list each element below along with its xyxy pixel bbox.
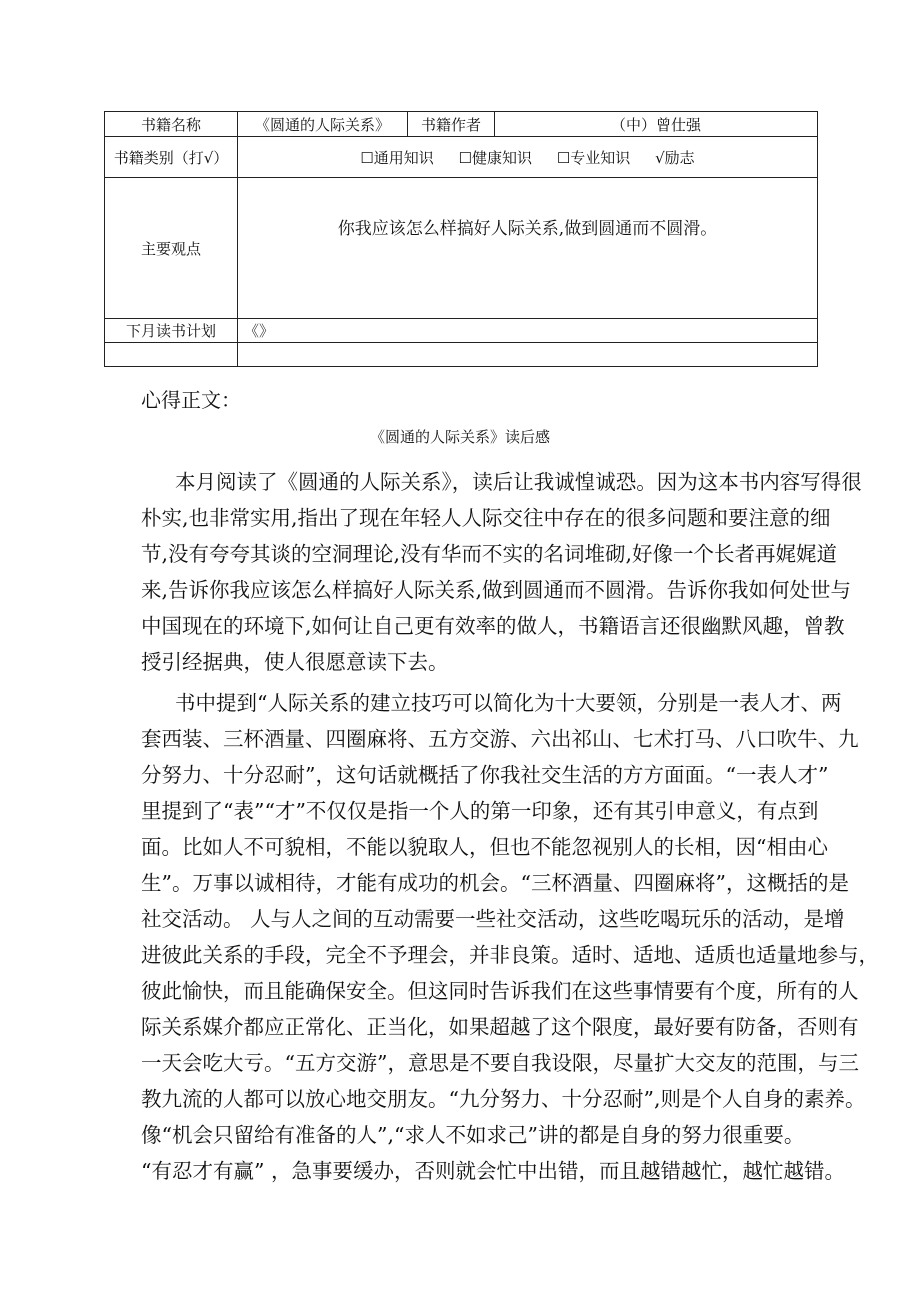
category-option-checked: √励志: [655, 148, 695, 167]
table-row: [105, 112, 818, 137]
book-name-label: 书籍名称: [105, 112, 238, 137]
empty-cell: [238, 343, 818, 367]
book-name-value: 《圆通的人际关系》: [238, 112, 408, 137]
text-line: 分努力、十分忍耐”，这句话就概括了你我社交生活的方方面面。“一表人才”: [141, 763, 829, 787]
text-line: 像“机会只留给有准备的人”,“求人不如求己”讲的都是自身的努力很重要。: [141, 1123, 805, 1147]
table-row: [105, 137, 818, 178]
author-label: 书籍作者: [408, 112, 495, 137]
text-line: 进彼此关系的手段，完全不予理会，并非良策。适时、适地、适质也适量地参与，: [141, 943, 879, 967]
category-label: 书籍类别（打√）: [105, 137, 238, 178]
main-view-cell: [238, 178, 818, 319]
essay-paragraph-2: [141, 685, 879, 1189]
text-line: 面。比如人不可貌相，不能以貌取人，但也不能忽视别人的长相，因“相由心: [141, 835, 828, 859]
next-plan-label: 下月读书计划: [105, 319, 238, 343]
category-option: ☐健康知识: [458, 148, 533, 167]
text-line: 教九流的人都可以放心地交朋友。“九分努力、十分忍耐”,则是个人自身的素养。: [141, 1087, 866, 1111]
empty-cell: [105, 343, 238, 367]
reading-info-table: [104, 111, 818, 367]
essay-paragraph-1: [141, 464, 862, 680]
text-line: 里提到了“表”“才”不仅仅是指一个人的第一印象，还有其引申意义，有点到: [141, 799, 819, 823]
category-options: [238, 137, 818, 178]
essay-heading: 心得正文：: [141, 388, 241, 412]
table-row: [105, 319, 818, 343]
text-line: 本月阅读了《圆通的人际关系》，读后让我诚惶诚恐。因为这本书内容写得很: [175, 470, 862, 494]
text-line: 朴实,也非常实用,指出了现在年轻人人际交往中存在的很多问题和要注意的细: [141, 506, 831, 530]
text-line: 际关系媒介都应正常化、正当化，如果超越了这个限度，最好要有防备，否则有: [141, 1015, 859, 1039]
table-row: [105, 178, 818, 319]
category-option: ☐通用知识: [360, 148, 434, 167]
author-value: （中）曾仕强: [495, 112, 818, 137]
text-line: 书中提到“人际关系的建立技巧可以简化为十大要领，分别是一表人才、两: [175, 691, 842, 715]
text-line: 来,告诉你我应该怎么样搞好人际关系,做到圆通而不圆滑。告诉你我如何处世与: [141, 578, 852, 602]
main-view-value: 你我应该怎么样搞好人际关系,做到圆通而不圆滑。: [337, 218, 718, 239]
text-line: 节,没有夸夸其谈的空洞理论,没有华而不实的名词堆砌,好像一个长者再娓娓道: [141, 542, 838, 566]
category-option: ☐专业知识: [556, 148, 631, 167]
text-line: “有忍才有赢” ，急事要缓办，否则就会忙中出错，而且越错越忙，越忙越错。: [141, 1159, 845, 1183]
text-line: 中国现在的环境下,如何让自己更有效率的做人，书籍语言还很幽默风趣，曾教: [141, 614, 845, 638]
text-line: 授引经据典，使人很愿意读下去。: [141, 650, 449, 674]
essay-title: 《圆通的人际关系》读后感: [369, 428, 550, 446]
text-line: 社交活动。 人与人之间的互动需要一些社交活动，这些吃喝玩乐的活动，是增: [141, 907, 845, 931]
text-line: 彼此愉快，而且能确保安全。但这同时告诉我们在这些事情要有个度，所有的人: [141, 979, 859, 1003]
table-row: [105, 343, 818, 367]
text-line: 一天会吃大亏。“五方交游”，意思是不要自我设限，尽量扩大交友的范围，与三: [141, 1051, 859, 1075]
text-line: 生”。万事以诚相待，才能有成功的机会。“三杯酒量、四圈麻将”，这概括的是: [141, 871, 849, 895]
text-line: 套西装、三杯酒量、四圈麻将、五方交游、六出祁山、七术打马、八口吹牛、九: [141, 727, 859, 751]
next-plan-value: 《》: [238, 319, 818, 343]
main-view-label: 主要观点: [105, 178, 238, 319]
